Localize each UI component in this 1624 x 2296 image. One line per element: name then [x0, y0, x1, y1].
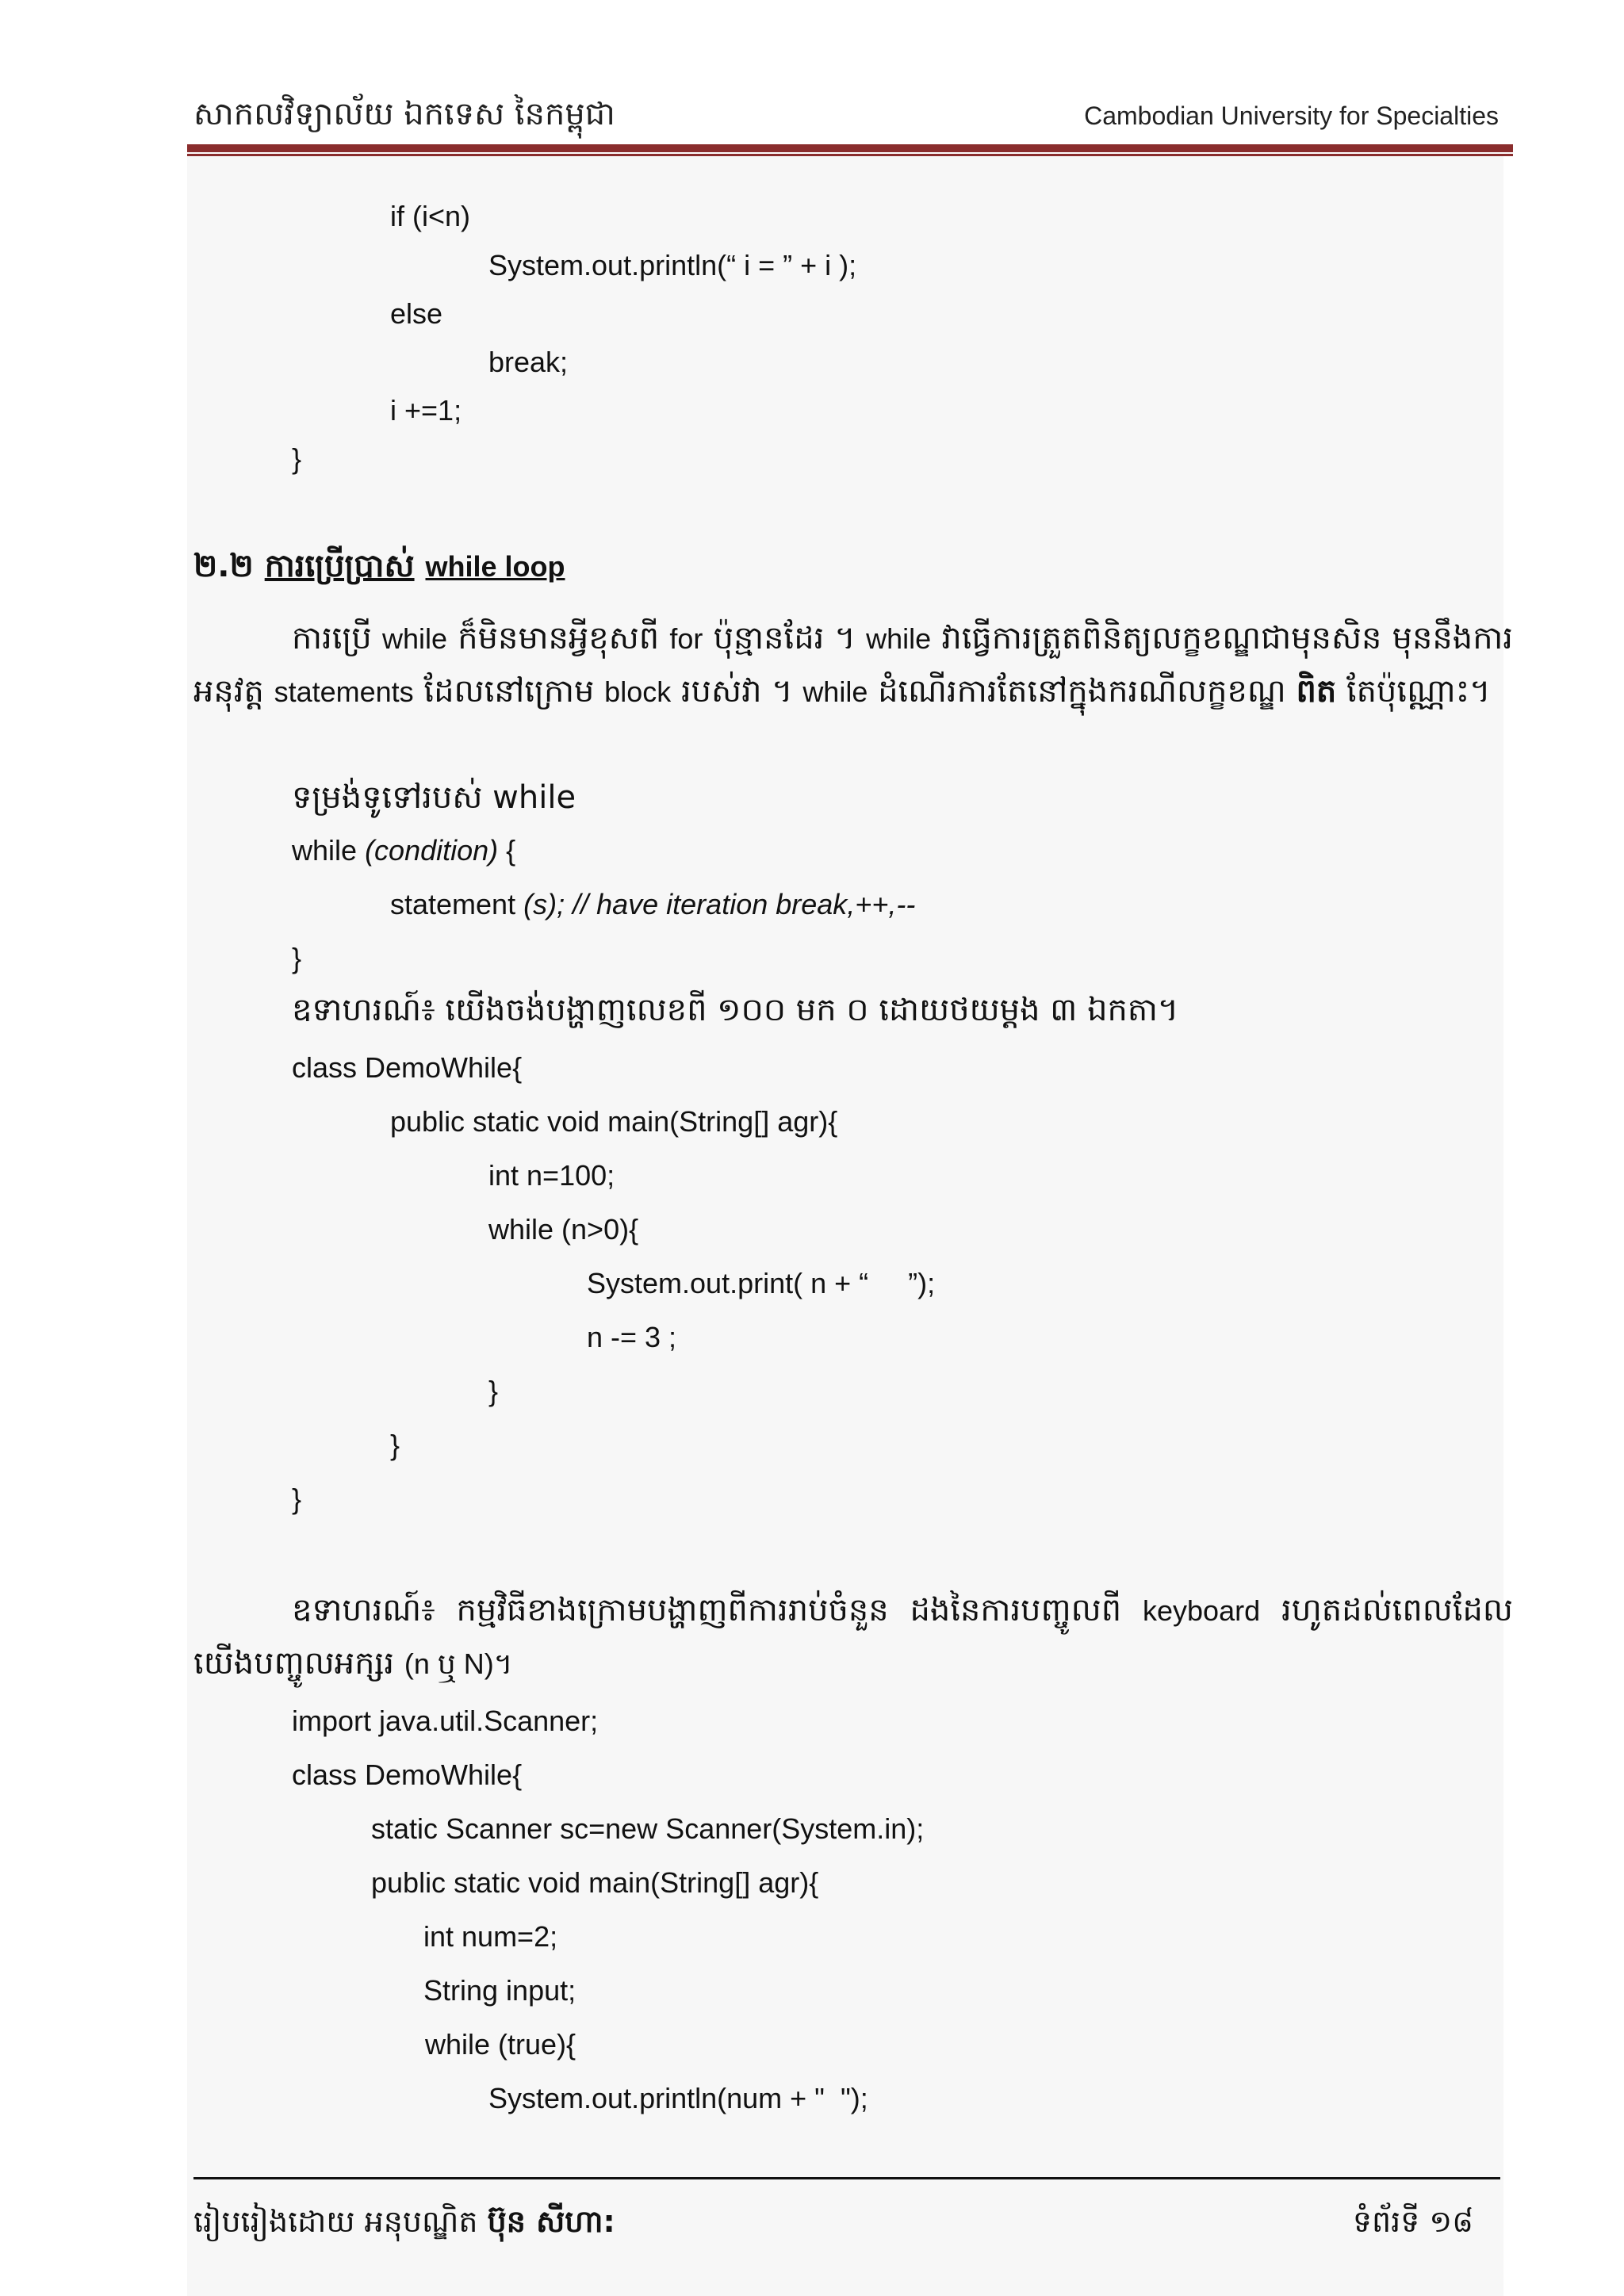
intro-paragraph: ការប្រើ while ក៏មិនមានអ្វីខុសពី for ប៉ុន្មានដែរ ។ while វាធ្វើការត្រួតពិនិត្យលក្ខខណ្ឌជាមុនសិន មុននឹងការអនុវត្ត statements ដែលនៅក្រោម block របស់វា ។ while ដំណើរការតែនៅក្នុងករណីលក្ខខណ្ឌ ពិត តែប៉ុណ្ណោះ។	[193, 620, 1513, 710]
code-line: class DemoWhile{	[292, 1758, 523, 1791]
header-rule-thin	[187, 154, 1513, 156]
code-line: String input;	[423, 1974, 576, 2007]
header-university-kh: សាកលវិទ្យាល័យ ឯកទេស នៃកម្ពុជា	[193, 96, 615, 132]
code-line: break;	[488, 346, 569, 378]
code-line: static Scanner sc=new Scanner(System.in);	[371, 1812, 925, 1845]
code-line: while (true){	[425, 2028, 576, 2061]
section-title-kh: ការប្រើប្រាស់	[264, 548, 415, 584]
code-line: class DemoWhile{	[292, 1051, 523, 1084]
code-line: n -= 3 ;	[587, 1321, 677, 1353]
header-rule-thick	[187, 144, 1513, 152]
example1-label: ឧទាហរណ៍៖ យើងចង់បង្ហាញលេខពី ១០០ មក ០ ដោយថយម្តង ៣ ឯកតា។	[292, 992, 1179, 1028]
section-title-en: while loop	[425, 550, 565, 583]
code-line: while (n>0){	[488, 1213, 639, 1246]
code-line: if (i<n)	[390, 200, 471, 232]
example2-paragraph: ឧទាហរណ៍៖ កម្មវិធីខាងក្រោមបង្ហាញពីការរាប់ចំនួន ដងនៃការបញ្ចូលពី keyboard រហូតដល់ពេលដែលយើងបញ្ចូលអក្សរ (n ឬ N)។	[193, 1592, 1513, 1682]
code-line: }	[292, 442, 302, 475]
syntax-line: }	[292, 942, 302, 974]
syntax-label: ទម្រង់ទូទៅរបស់ while	[292, 779, 576, 816]
code-line: int n=100;	[488, 1159, 615, 1192]
code-line: System.out.println(“ i = ” + i );	[488, 249, 857, 281]
code-line: System.out.print( n + “ ”);	[587, 1267, 936, 1299]
code-line: }	[488, 1375, 499, 1407]
code-line: System.out.println(num + " ");	[488, 2082, 868, 2114]
code-line: import java.util.Scanner;	[292, 1705, 599, 1737]
syntax-line: while (condition) {	[292, 834, 516, 867]
footer-page-number: ទំព័រទី ១៨	[1352, 2204, 1473, 2239]
code-line: }	[292, 1483, 302, 1515]
syntax-line: statement (s); // have iteration break,++,--	[390, 888, 916, 920]
footer-author: រៀបរៀងដោយ អនុបណ្ឌិត ប៊ុន សីហា:	[193, 2204, 615, 2239]
code-line: }	[390, 1429, 400, 1461]
section-heading	[193, 545, 565, 592]
code-line: else	[390, 297, 443, 330]
code-line: i +=1;	[390, 394, 462, 427]
page-background	[187, 155, 1503, 2296]
code-line: int num=2;	[423, 1920, 558, 1953]
code-line: public static void main(String[] agr){	[390, 1105, 838, 1138]
code-line: public static void main(String[] agr){	[371, 1866, 819, 1899]
footer-rule	[193, 2177, 1500, 2179]
header-university-en: Cambodian University for Specialties	[1084, 101, 1499, 130]
section-number: ២.២	[193, 548, 254, 584]
